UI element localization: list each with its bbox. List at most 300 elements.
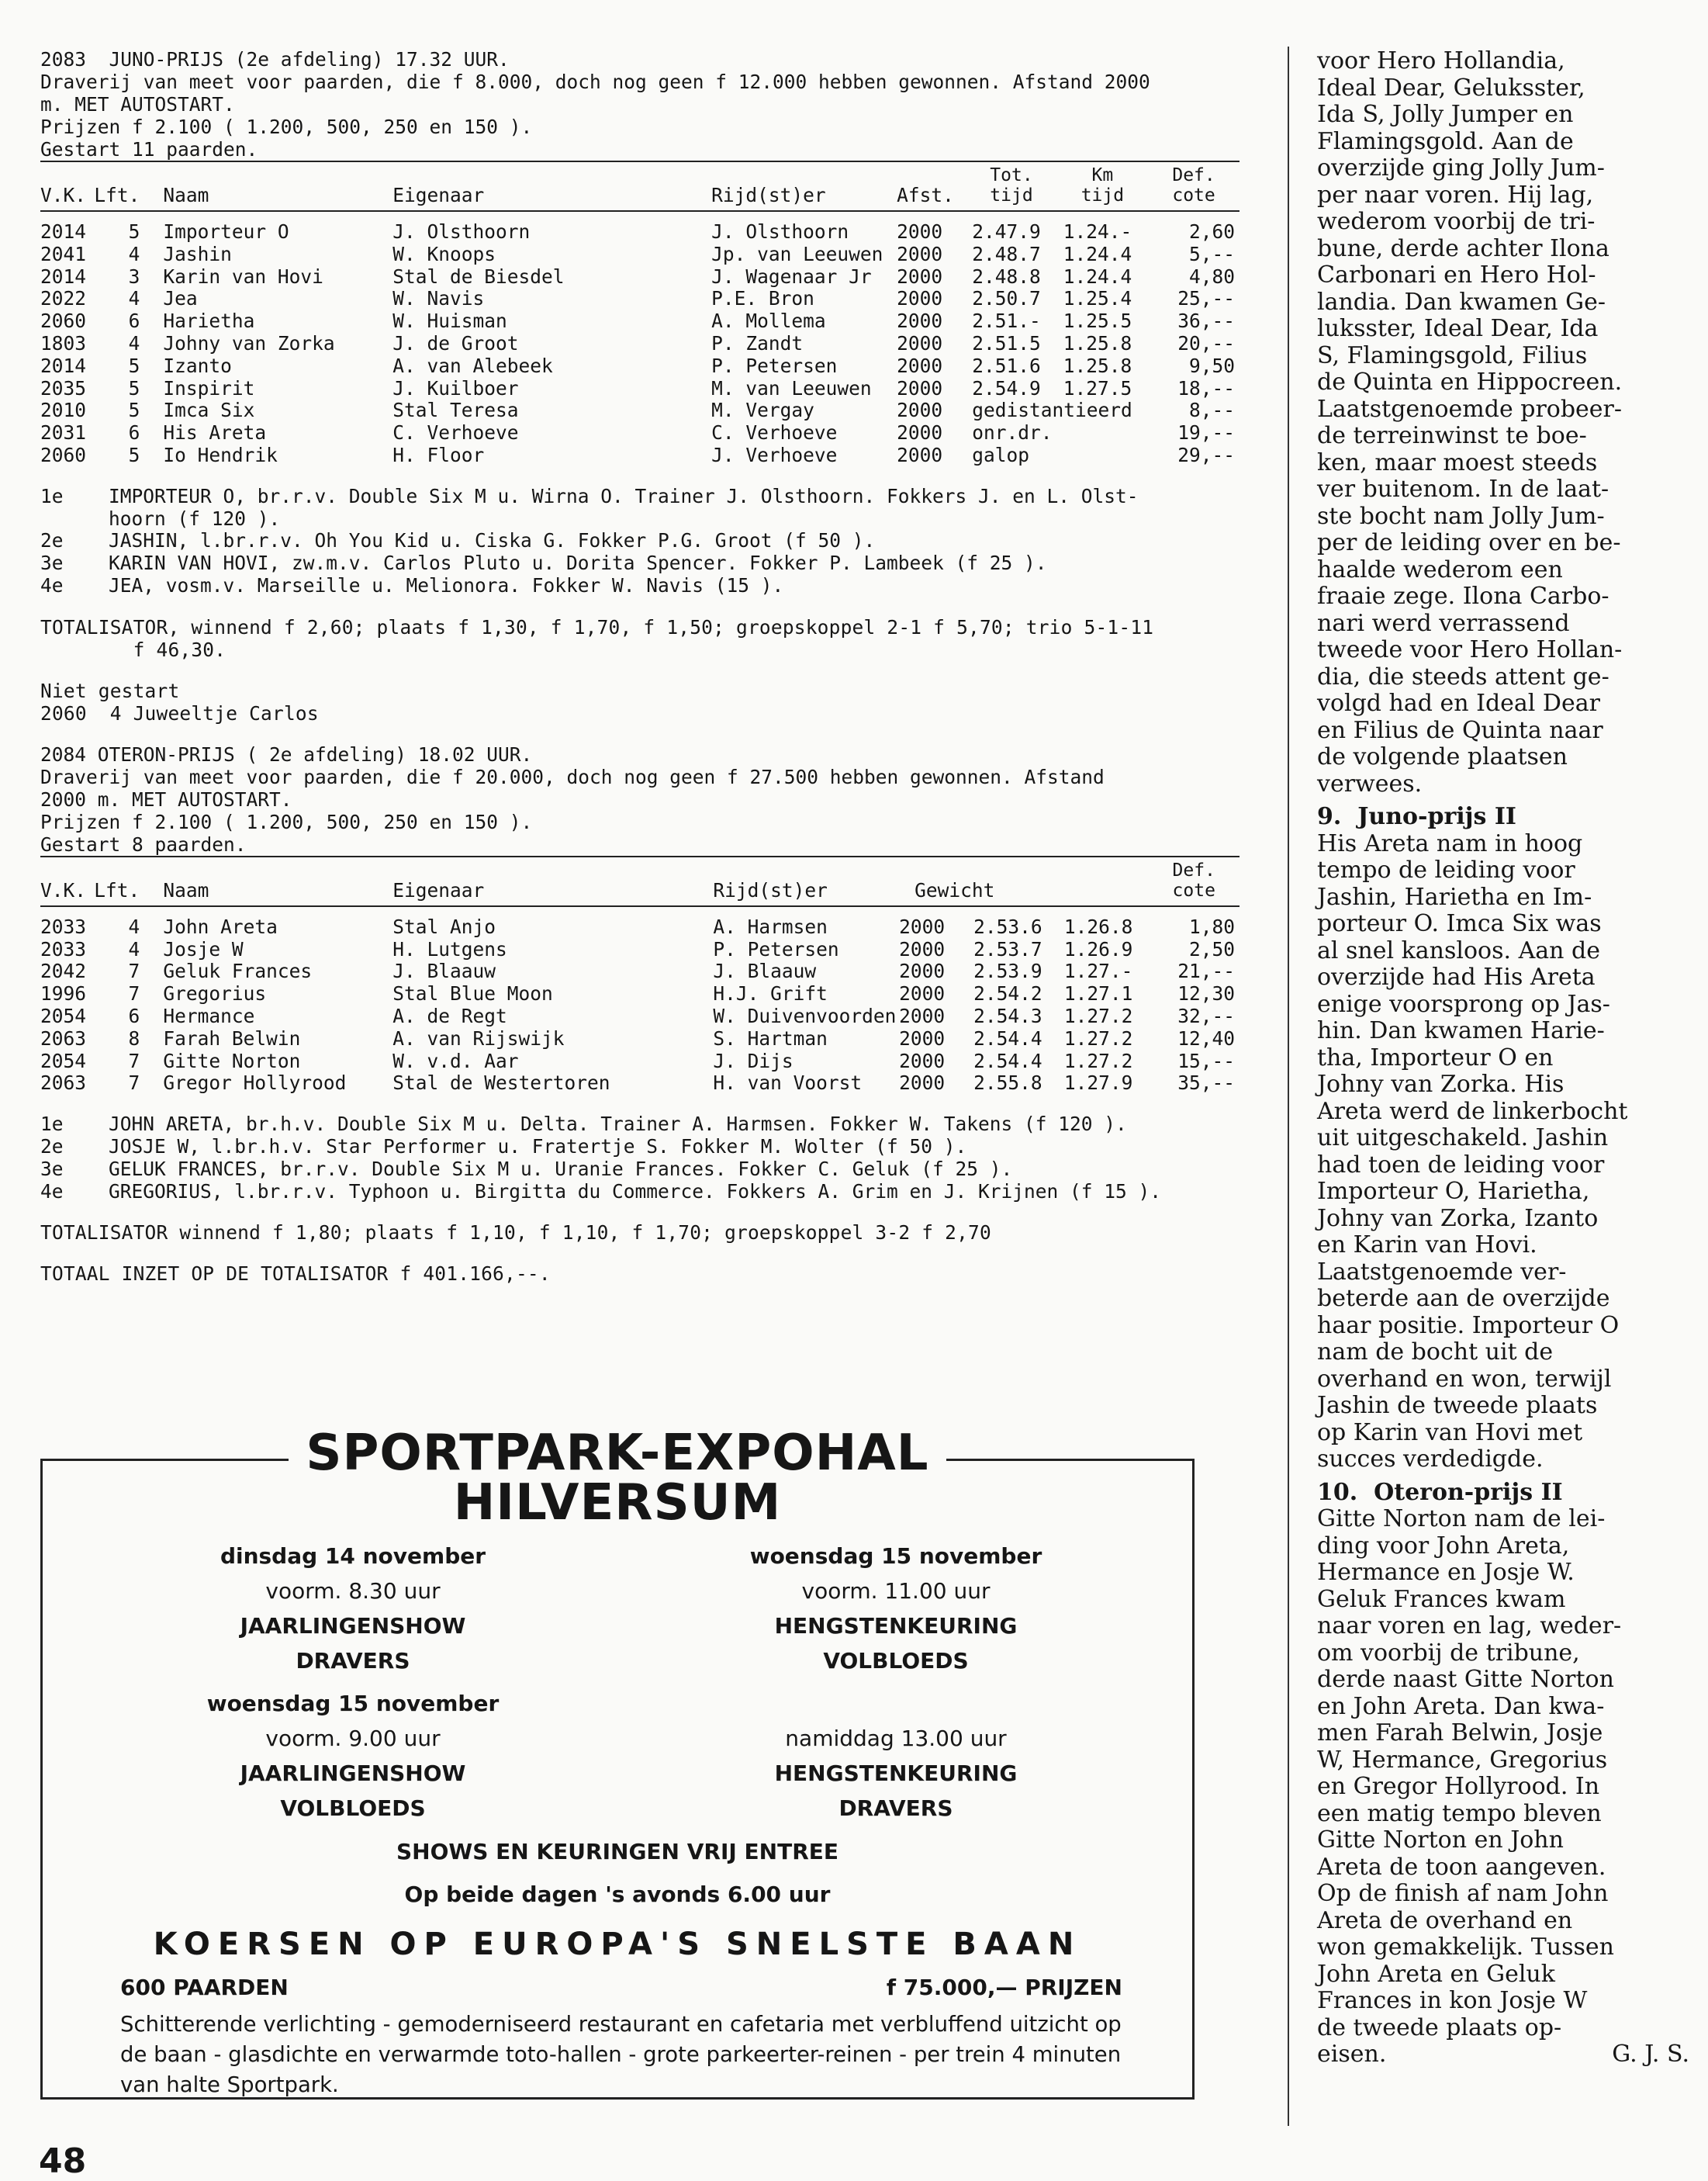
table-row <box>40 1072 1240 1095</box>
cell-km: 1.24.4 <box>1063 242 1132 265</box>
cell-rijder: J. Wagenaar Jr <box>711 265 872 288</box>
race1-not-started: 2060 4 Juweeltje Carlos <box>40 701 319 725</box>
cell-lft: 7 <box>128 960 140 983</box>
report-paragraph-3: Gitte Norton nam de lei- ding voor John Areta, Hermance en Josje W. Geluk Frances kwam naar voren en lag, weder- om voorbij de tribune, derde naast Gitte Norton en John Areta. Dan kwa- men Farah Belwin, Josje W, Hermance, Gregorius en Gregor Hollyrood. In een matig tempo bleven Gitte Norton en John Areta de toon aangeven. Op de finish af nam John Areta de overhand en won gemakkelijk. Tussen John Areta en Geluk Frances in kon Josje W de tweede plaats op- <box>1317 1505 1622 2041</box>
cell-afst: 2000 <box>899 1071 946 1095</box>
cell-lft: 5 <box>128 443 140 466</box>
table-row <box>40 939 1240 961</box>
cell-def: 9,50 <box>1188 354 1235 377</box>
race1-not-started-label: Niet gestart <box>40 679 180 702</box>
col-km-line1: Km <box>1091 165 1114 185</box>
placing-item <box>40 1158 1274 1181</box>
cell-lft: 4 <box>128 331 140 355</box>
placing-rank: 3e <box>40 1157 64 1180</box>
ad-description: Schitterende verlichting - gemoderniseerd restaurant en cafetaria met verbluffend uitzicht op de baan - glasdichte en verwarmde toto-hallen - grote parkeerter-reinen - per trein 4 minuten van halte Sportpark. <box>120 2012 1122 2097</box>
cell-afst: 2000 <box>897 265 943 288</box>
cell-rijder: A. Harmsen <box>713 915 828 938</box>
placing-rank: 2e <box>40 1134 64 1158</box>
cell-eigenaar: Stal de Westertoren <box>392 1071 610 1095</box>
placing-item <box>40 552 1274 575</box>
col-afst: Afst. <box>897 161 966 211</box>
ad-subtitle: HILVERSUM <box>453 1474 782 1532</box>
cell-eigenaar: A. van Alebeek <box>392 354 553 377</box>
race1-results-table <box>40 161 1240 467</box>
cell-tot: 2.51.6 <box>972 354 1041 377</box>
cell-vk: 2033 <box>40 937 87 961</box>
placing-text: JEA, vosm.v. Marseille u. Melionora. Fokker W. Navis (15 ). <box>109 573 784 597</box>
cell-naam: Josje W <box>163 937 244 961</box>
race2-totalisator: TOTALISATOR winnend f 1,80; plaats f 1,10, f 1,10, f 1,70; groepskoppel 3-2 f 2,70 <box>40 1221 991 1245</box>
cell-vk: 2060 <box>40 443 87 466</box>
ad-event-2-day: woensdag 15 november <box>749 1543 1042 1569</box>
col-def-line2: cote <box>1172 880 1215 901</box>
cell-km: 1.27.5 <box>1063 376 1132 400</box>
cell-tot: 2.50.7 <box>972 287 1041 310</box>
race1-placings <box>40 486 1274 597</box>
col-lft: Lft. <box>94 857 140 906</box>
placing-rank: 3e <box>40 552 64 575</box>
cell-tot: galop <box>972 443 1030 466</box>
cell-vk: 2014 <box>40 265 87 288</box>
cell-vk: 1996 <box>40 982 87 1006</box>
ad-slogan: KOERSEN OP EUROPA'S SNELSTE BAAN <box>153 1927 1082 1962</box>
cell-km: 1.27.9 <box>1063 1071 1133 1095</box>
cell-def: 12,40 <box>1177 1026 1235 1050</box>
cell-vk: 2042 <box>40 960 87 983</box>
ad-event-1 <box>136 1539 570 1678</box>
cell-km: 1.25.8 <box>1063 331 1132 355</box>
report-last-word: eisen. <box>1317 2041 1387 2068</box>
table-row <box>40 211 1240 244</box>
cell-def: 32,-- <box>1177 1004 1235 1027</box>
cell-naam: Inspirit <box>163 376 255 400</box>
col-eigenaar: Eigenaar <box>392 857 690 906</box>
cell-rijder: J. Olsthoorn <box>711 220 849 243</box>
cell-km: 1.24.- <box>1063 220 1132 243</box>
cell-eigenaar: W. Navis <box>392 287 485 310</box>
cell-rijder: W. Duivenvoorden <box>713 1004 897 1027</box>
ad-event-4 <box>679 1721 1113 1826</box>
table-row <box>40 445 1240 467</box>
cell-tot: gedistantieerd <box>972 399 1132 422</box>
cell-vk: 2022 <box>40 287 87 310</box>
cell-lft: 7 <box>128 982 140 1006</box>
cell-naam: Jashin <box>163 242 232 265</box>
ad-event-3-day: woensdag 15 november <box>206 1691 500 1716</box>
cell-lft: 5 <box>128 354 140 377</box>
cell-vk: 2063 <box>40 1071 87 1095</box>
col-tot-line1: Tot. <box>990 165 1033 185</box>
table-row <box>40 983 1240 1006</box>
table-row <box>40 422 1240 445</box>
cell-rijder: C. Verhoeve <box>711 421 838 445</box>
cell-tot: 2.51.- <box>972 310 1041 333</box>
col-rijder: Rijd(st)er <box>690 857 899 906</box>
cell-eigenaar: J. de Groot <box>392 331 519 355</box>
race2-header-row <box>40 857 1240 906</box>
cell-vk: 1803 <box>40 331 87 355</box>
cell-afst: 2000 <box>897 443 943 466</box>
cell-tot: 2.54.9 <box>972 376 1041 400</box>
cell-def: 29,-- <box>1177 443 1235 466</box>
cell-km: 1.27.2 <box>1063 1049 1133 1072</box>
cell-def: 25,-- <box>1177 287 1235 310</box>
cell-lft: 6 <box>128 1004 140 1027</box>
placing-text: JOHN ARETA, br.h.v. Double Six M u. Delta. Trainer A. Harmsen. Fokker W. Takens (f 120 ). <box>109 1113 1127 1136</box>
placing-text: GREGORIUS, l.br.r.v. Typhoon u. Birgitta du Commerce. Fokkers A. Grim en J. Krijnen (f 15 ). <box>109 1179 1162 1203</box>
placing-text: JASHIN, l.br.r.v. Oh You Kid u. Ciska G. Fokker P.G. Groot (f 50 ). <box>109 529 876 552</box>
ad-event-2-time: voorm. 11.00 uur <box>801 1578 991 1604</box>
ad-horses: 600 PAARDEN <box>120 1975 289 2000</box>
cell-lft: 4 <box>128 937 140 961</box>
cell-def: 36,-- <box>1177 310 1235 333</box>
cell-km: 1.27.- <box>1063 960 1133 983</box>
ad-prize-money: f 75.000,— PRIJZEN <box>886 1975 1122 2000</box>
cell-afst: 2000 <box>897 399 943 422</box>
race2-title: 2084 OTERON-PRIJS ( 2e afdeling) 18.02 UUR. <box>40 743 533 766</box>
table-row <box>40 1028 1240 1051</box>
col-def-line1: Def. <box>1172 165 1215 185</box>
cell-eigenaar: H. Lutgens <box>392 937 507 961</box>
cell-vk: 2031 <box>40 421 87 445</box>
cell-def: 5,-- <box>1188 242 1235 265</box>
table-row <box>40 244 1240 266</box>
cell-lft: 7 <box>128 1049 140 1072</box>
report-heading-juno: 9. Juno-prijs II <box>1317 803 1516 830</box>
cell-naam: Izanto <box>163 354 232 377</box>
col-vk: V.K. <box>40 857 94 906</box>
cell-rijder: H. van Voorst <box>713 1071 863 1095</box>
ad-event-4-line2: DRAVERS <box>838 1795 953 1821</box>
cell-naam: John Areta <box>163 915 278 938</box>
cell-tot: 2.48.8 <box>972 265 1041 288</box>
cell-def: 2,50 <box>1188 937 1235 961</box>
cell-rijder: M. van Leeuwen <box>711 376 872 400</box>
col-rijder: Rijd(st)er <box>688 161 897 211</box>
cell-naam: Karin van Hovi <box>163 265 323 288</box>
race1-header-row <box>40 161 1240 211</box>
race1-title: 2083 JUNO-PRIJS (2e afdeling) 17.32 UUR. <box>40 48 510 71</box>
ad-event-3 <box>136 1686 570 1826</box>
ad-event-1-time: voorm. 8.30 uur <box>265 1578 441 1604</box>
cell-afst: 2000 <box>899 1004 946 1027</box>
placing-text: JOSJE W, l.br.h.v. Star Performer u. Fratertje S. Fokker M. Wolter (f 50 ). <box>109 1134 967 1158</box>
cell-lft: 5 <box>128 220 140 243</box>
cell-vk: 2054 <box>40 1004 87 1027</box>
cell-afst: 2000 <box>899 937 946 961</box>
cell-eigenaar: C. Verhoeve <box>392 421 519 445</box>
placing-rank: 4e <box>40 1179 64 1203</box>
placing-rank: 4e <box>40 573 64 597</box>
race2-condition: Draverij van meet voor paarden, die f 20.000, doch nog geen f 27.500 hebben gewonnen. Afstand <box>40 765 1105 788</box>
cell-naam: Importeur O <box>163 220 289 243</box>
results-column <box>40 48 1274 1285</box>
cell-lft: 7 <box>128 1071 140 1095</box>
cell-naam: Geluk Frances <box>163 960 313 983</box>
page-number: 48 <box>39 2141 87 2181</box>
cell-km: 1.26.9 <box>1063 937 1133 961</box>
cell-def: 15,-- <box>1177 1049 1235 1072</box>
cell-afst: 2000 <box>897 287 943 310</box>
cell-rijder: P. Petersen <box>711 354 838 377</box>
ad-event-2-line1: HENGSTENKEURING <box>774 1613 1018 1639</box>
cell-km: 1.25.5 <box>1063 310 1132 333</box>
cell-km: 1.27.1 <box>1063 982 1133 1006</box>
placing-item <box>40 1181 1274 1203</box>
cell-eigenaar: A. de Regt <box>392 1004 507 1027</box>
cell-afst: 2000 <box>899 960 946 983</box>
cell-naam: Farah Belwin <box>163 1026 301 1050</box>
race2-header <box>40 743 1274 856</box>
placing-rank: 1e <box>40 1113 64 1136</box>
cell-vk: 2014 <box>40 354 87 377</box>
race1-header <box>40 48 1274 161</box>
cell-afst: 2000 <box>897 220 943 243</box>
cell-eigenaar: A. van Rijswijk <box>392 1026 565 1050</box>
cell-eigenaar: Stal Anjo <box>392 915 496 938</box>
cell-eigenaar: Stal Teresa <box>392 399 519 422</box>
col-def-line1: Def. <box>1172 860 1215 881</box>
race2-placings <box>40 1113 1274 1203</box>
col-def <box>1148 857 1240 906</box>
cell-vk: 2014 <box>40 220 87 243</box>
cell-tot: 2.51.5 <box>972 331 1041 355</box>
cell-rijder: H.J. Grift <box>713 982 828 1006</box>
cell-def: 4,80 <box>1188 265 1235 288</box>
cell-def: 19,-- <box>1177 421 1235 445</box>
cell-afst: 2000 <box>899 915 946 938</box>
cell-tot: 2.53.7 <box>973 937 1042 961</box>
cell-rijder: P. Zandt <box>711 331 804 355</box>
cell-rijder: J. Blaauw <box>713 960 817 983</box>
report-last-line <box>1317 2041 1689 2068</box>
ad-event-3-time: voorm. 9.00 uur <box>265 1726 441 1751</box>
race2-results-table <box>40 856 1240 1095</box>
placing-item <box>40 1136 1274 1158</box>
col-km-line2: tijd <box>1080 185 1125 206</box>
table-row <box>40 288 1240 310</box>
cell-lft: 4 <box>128 242 140 265</box>
cell-afst: 2000 <box>899 982 946 1006</box>
col-km <box>1057 161 1148 211</box>
race1-condition-2: m. MET AUTOSTART. <box>40 93 235 116</box>
cell-tot: 2.53.6 <box>973 915 1042 938</box>
cell-km: 1.25.4 <box>1063 287 1132 310</box>
cell-lft: 6 <box>128 421 140 445</box>
cell-lft: 4 <box>128 287 140 310</box>
cell-naam: Gitte Norton <box>163 1049 301 1072</box>
cell-afst: 2000 <box>897 376 943 400</box>
placing-item <box>40 530 1274 552</box>
col-naam: Naam <box>140 857 392 906</box>
ad-event-3-line1: JAARLINGENSHOW <box>240 1760 466 1786</box>
cell-lft: 6 <box>128 310 140 333</box>
cell-def: 21,-- <box>1177 960 1235 983</box>
cell-def: 1,80 <box>1188 915 1235 938</box>
col-naam: Naam <box>140 161 392 211</box>
race1-started: Gestart 11 paarden. <box>40 138 258 161</box>
placing-item <box>40 1113 1274 1136</box>
cell-lft: 5 <box>128 376 140 400</box>
col-def <box>1148 161 1240 211</box>
table-row <box>40 266 1240 289</box>
cell-naam: Harietha <box>163 310 255 333</box>
cell-naam: Io Hendrik <box>163 443 278 466</box>
table-row <box>40 1006 1240 1028</box>
cell-afst: 2000 <box>899 1049 946 1072</box>
report-signature: G. J. S. <box>1612 2041 1689 2068</box>
table-row <box>40 355 1240 378</box>
placing-item <box>40 575 1274 597</box>
race2-results-body <box>40 906 1240 1095</box>
table-row <box>40 1051 1240 1073</box>
race2-started: Gestart 8 paarden. <box>40 833 247 856</box>
cell-tot: 2.54.4 <box>973 1026 1042 1050</box>
cell-def: 8,-- <box>1188 399 1235 422</box>
ad-prizes-row <box>120 1975 1122 2000</box>
cell-rijder: S. Hartman <box>713 1026 828 1050</box>
cell-lft: 3 <box>128 265 140 288</box>
ad-event-1-line2: DRAVERS <box>296 1648 410 1674</box>
cell-afst: 2000 <box>897 310 943 333</box>
ad-title-text: SPORTPARK-EXPOHAL <box>289 1425 946 1482</box>
report-paragraph-2: His Areta nam in hoog tempo de leiding voor Jashin, Harietha en Im- porteur O. Imca Six was al snel kansloos. Aan de overzijde had His Areta enige voorsprong op Jas- hin. Dan kwamen Harie- tha, Importeur O en Johny van Zorka. His Areta werd de linkerbocht uit uitgeschakeld. Jashin had toen de leiding voor Importeur O, Harietha, Johny van Zorka, Izanto en Karin van Hovi. Laatstgenoemde ver- beterde aan de overzijde haar positie. Importeur O nam de bocht uit de overhand en won, terwijl Jashin de tweede plaats op Karin van Hovi met succes verdedigde. <box>1317 829 1628 1473</box>
cell-lft: 4 <box>128 915 140 938</box>
ad-title <box>43 1425 1192 1482</box>
ad-event-3-line2: VOLBLOEDS <box>280 1795 426 1821</box>
cell-tot: 2.47.9 <box>972 220 1041 243</box>
cell-rijder: P.E. Bron <box>711 287 814 310</box>
cell-rijder: J. Dijs <box>713 1049 793 1072</box>
race2-prizes: Prijzen f 2.100 ( 1.200, 500, 250 en 150 ). <box>40 810 533 833</box>
cell-km: 1.24.4 <box>1063 265 1132 288</box>
cell-rijder: Jp. van Leeuwen <box>711 242 883 265</box>
cell-lft: 5 <box>128 399 140 422</box>
race1-condition: Draverij van meet voor paarden, die f 8.000, doch nog geen f 12.000 hebben gewonnen. Afstand 2000 <box>40 71 1150 93</box>
col-eigenaar: Eigenaar <box>392 161 688 211</box>
cell-eigenaar: J. Olsthoorn <box>392 220 531 243</box>
table-row <box>40 333 1240 355</box>
cell-afst: 2000 <box>897 421 943 445</box>
cell-vk: 2035 <box>40 376 87 400</box>
cell-naam: Jea <box>163 287 198 310</box>
cell-def: 12,30 <box>1177 982 1235 1006</box>
table-row <box>40 378 1240 400</box>
cell-rijder: J. Verhoeve <box>711 443 838 466</box>
cell-eigenaar: Stal Blue Moon <box>392 982 553 1006</box>
placing-text: KARIN VAN HOVI, zw.m.v. Carlos Pluto u. Dorita Spencer. Fokker P. Lambeek (f 25 ). <box>109 552 1047 575</box>
advertisement-box <box>40 1425 1195 2100</box>
race2-total-stake: TOTAAL INZET OP DE TOTALISATOR f 401.166,--. <box>40 1262 551 1286</box>
cell-def: 18,-- <box>1177 376 1235 400</box>
cell-tot: onr.dr. <box>972 421 1053 445</box>
placing-rank: 1e <box>40 484 64 507</box>
cell-km: 1.27.2 <box>1063 1026 1133 1050</box>
cell-naam: Imca Six <box>163 399 255 422</box>
ad-event-1-line1: JAARLINGENSHOW <box>240 1613 466 1639</box>
cell-eigenaar: W. v.d. Aar <box>392 1049 519 1072</box>
cell-afst: 2000 <box>897 242 943 265</box>
cell-eigenaar: Stal de Biesdel <box>392 265 565 288</box>
cell-tot: 2.54.4 <box>973 1049 1042 1072</box>
cell-def: 35,-- <box>1177 1071 1235 1095</box>
cell-rijder: M. Vergay <box>711 399 814 422</box>
cell-afst: 2000 <box>897 331 943 355</box>
race2-condition-2: 2000 m. MET AUTOSTART. <box>40 788 292 811</box>
cell-eigenaar: W. Huisman <box>392 310 507 333</box>
cell-eigenaar: J. Kuilboer <box>392 376 519 400</box>
cell-tot: 2.55.8 <box>973 1071 1042 1095</box>
col-def-line2: cote <box>1172 185 1215 206</box>
cell-tot: 2.54.3 <box>973 1004 1042 1027</box>
ad-event-4-time: namiddag 13.00 uur <box>785 1726 1007 1751</box>
cell-rijder: A. Mollema <box>711 310 826 333</box>
placing-text: IMPORTEUR O, br.r.v. Double Six M u. Wirna O. Trainer J. Olsthoorn. Fokkers J. en L. Olst- hoorn (f 120 ). <box>109 484 1139 530</box>
cell-def: 2,60 <box>1188 220 1235 243</box>
cell-naam: Gregor Hollyrood <box>163 1071 347 1095</box>
cell-km: 1.26.8 <box>1063 915 1133 938</box>
ad-evening: Op beide dagen 's avonds 6.00 uur <box>404 1882 831 1907</box>
col-tot <box>966 161 1056 211</box>
ad-free-entry: SHOWS EN KEURINGEN VRIJ ENTREE <box>396 1839 839 1864</box>
cell-naam: Gregorius <box>163 982 267 1006</box>
cell-naam: His Areta <box>163 421 267 445</box>
ad-event-2-line2: VOLBLOEDS <box>823 1648 969 1674</box>
cell-vk: 2033 <box>40 915 87 938</box>
cell-vk: 2063 <box>40 1026 87 1050</box>
table-row <box>40 400 1240 422</box>
placing-item <box>40 486 1274 531</box>
cell-eigenaar: W. Knoops <box>392 242 496 265</box>
cell-vk: 2010 <box>40 399 87 422</box>
race1-totalisator: TOTALISATOR, winnend f 2,60; plaats f 1,30, f 1,70, f 1,50; groepskoppel 2-1 f 5,70; trio 5-1-11 f 46,30. <box>40 615 1154 661</box>
cell-vk: 2054 <box>40 1049 87 1072</box>
cell-afst: 2000 <box>897 354 943 377</box>
cell-rijder: P. Petersen <box>713 937 839 961</box>
placing-rank: 2e <box>40 529 64 552</box>
cell-eigenaar: H. Floor <box>392 443 485 466</box>
cell-tot: 2.48.7 <box>972 242 1041 265</box>
col-gewicht: Gewicht <box>899 857 1148 906</box>
race-report-column <box>1317 48 1689 2068</box>
col-lft: Lft. <box>94 161 140 211</box>
table-row <box>40 310 1240 333</box>
cell-naam: Johny van Zorka <box>163 331 335 355</box>
report-paragraph-1: voor Hero Hollandia, Ideal Dear, Geluksster, Ida S, Jolly Jumper en Flamingsgold. Aan de overzijde ging Jolly Jum- per naar voren. Hij lag, wederom voorbij de tri- bune, derde achter Ilona Carbonari en Hero Hol- landia. Dan kwamen Ge- luksster, Ideal Dear, Ida S, Flamingsgold, Filius de Quinta en Hippocreen. Laatstgenoemde probeer- de terreinwinst te boe- ken, maar moest steeds ver buitenom. In de laat- ste bocht nam Jolly Jum- per de leiding over en be- haalde wederom een fraaie zege. Ilona Carbo- nari werd verrassend tweede voor Hero Hollan- dia, die steeds attent ge- volgd had en Ideal Dear en Filius de Quinta naar de volgende plaatsen verwees. <box>1317 47 1623 798</box>
cell-vk: 2060 <box>40 310 87 333</box>
ad-event-4-line1: HENGSTENKEURING <box>774 1760 1018 1786</box>
cell-vk: 2041 <box>40 242 87 265</box>
col-vk: V.K. <box>40 161 94 211</box>
cell-tot: 2.53.9 <box>973 960 1042 983</box>
cell-eigenaar: J. Blaauw <box>392 960 496 983</box>
ad-event-1-day: dinsdag 14 november <box>220 1543 486 1569</box>
cell-km: 1.25.8 <box>1063 354 1132 377</box>
cell-naam: Hermance <box>163 1004 255 1027</box>
table-row <box>40 906 1240 939</box>
cell-def: 20,-- <box>1177 331 1235 355</box>
race1-results-body <box>40 211 1240 467</box>
race1-prizes: Prijzen f 2.100 ( 1.200, 500, 250 en 150 ). <box>40 116 533 138</box>
table-row <box>40 961 1240 983</box>
col-tot-line2: tijd <box>990 185 1033 206</box>
column-divider <box>1288 47 1289 2126</box>
ad-event-2 <box>679 1539 1113 1678</box>
report-heading-oteron: 10. Oteron-prijs II <box>1317 1478 1563 1506</box>
cell-lft: 8 <box>128 1026 140 1050</box>
cell-afst: 2000 <box>899 1026 946 1050</box>
cell-km: 1.27.2 <box>1063 1004 1133 1027</box>
